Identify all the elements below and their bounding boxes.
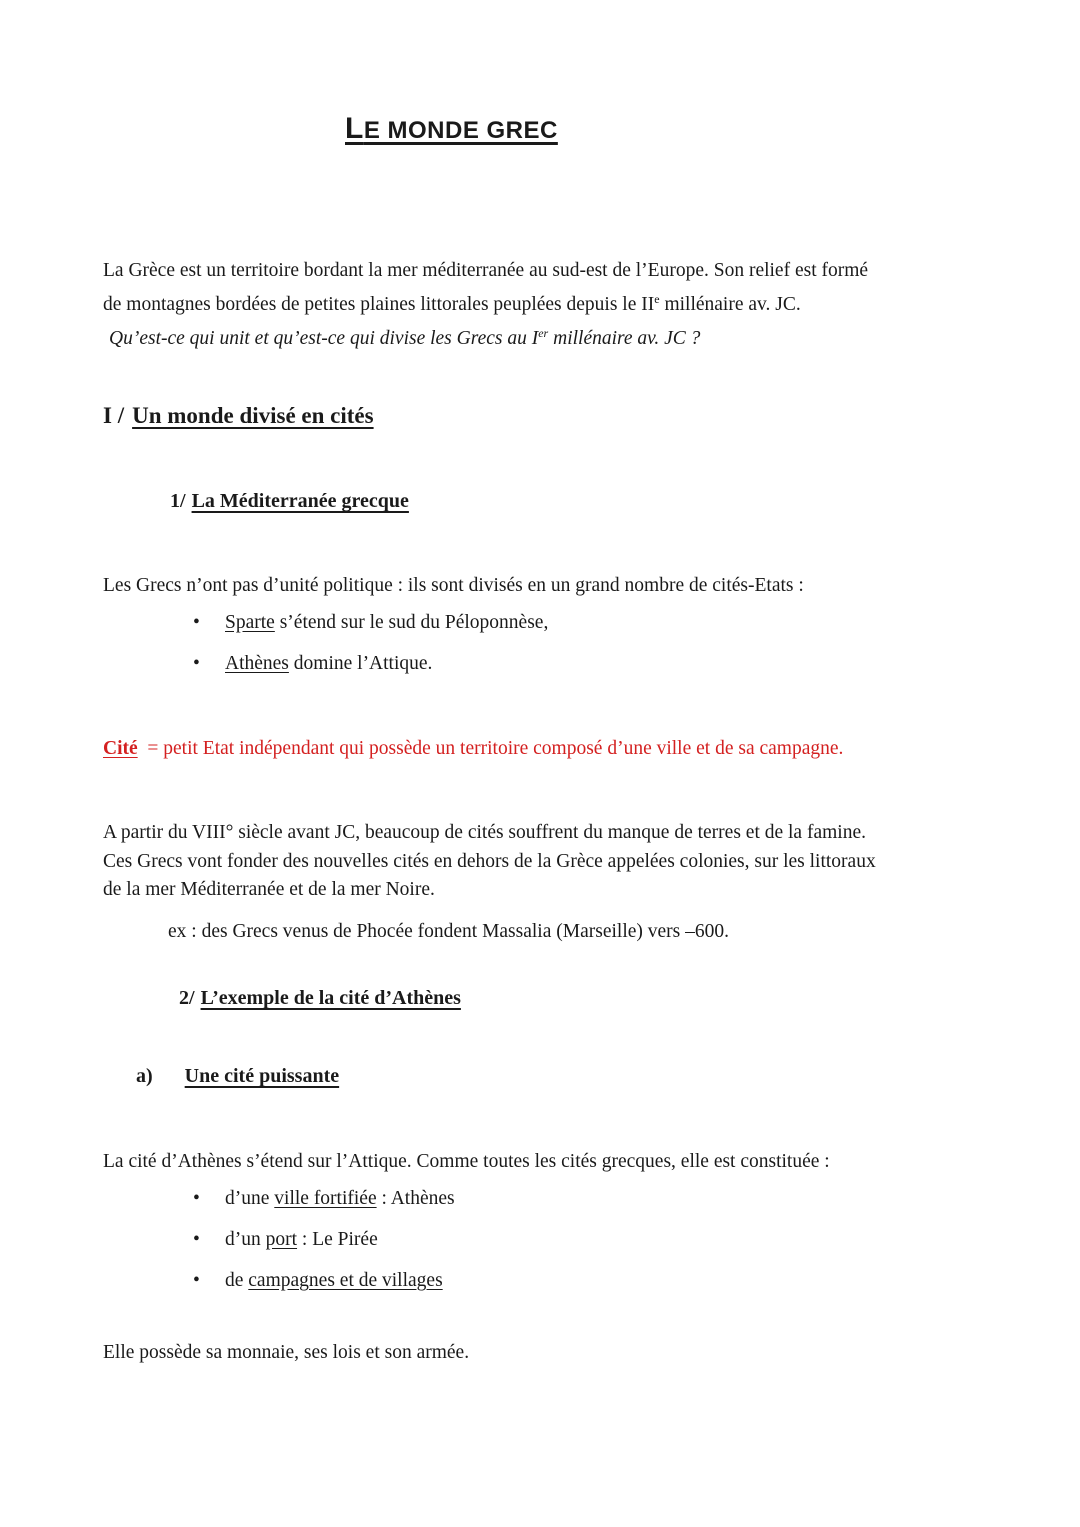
colonies-line-2: Ces Grecs vont fonder des nouvelles cités en dehors de la Grèce appelées colonies, sur les littoraux (103, 851, 876, 872)
list-item-keyword: Athènes (225, 653, 289, 674)
list-item (193, 612, 893, 642)
colonies-example: ex : des Grecs venus de Phocée fondent Massalia (Marseille) vers –600. (168, 921, 729, 942)
title-first-letter: L (345, 112, 364, 145)
section-1-number: I / (103, 403, 125, 428)
list-item-rest: : Le Pirée (297, 1229, 378, 1250)
bullet-icon: • (193, 1229, 200, 1250)
subsection-a-heading (136, 1065, 339, 1088)
bullet-icon: • (193, 1188, 200, 1209)
list-item-prefix: d’une (225, 1188, 275, 1209)
question-text: Qu’est-ce qui unit et qu’est-ce qui divise les Grecs au I (109, 328, 539, 349)
subsection-1-text: Les Grecs n’ont pas d’unité politique : ils sont divisés en un grand nombre de cités-Etats : (103, 575, 804, 596)
bullet-icon: • (193, 653, 200, 674)
colonies-line-1: A partir du VIII° siècle avant JC, beaucoup de cités souffrent du manque de terres et de la famine. (103, 822, 866, 843)
definition-text: = petit Etat indépendant qui possède un territoire composé d’une ville et de sa campagne. (137, 738, 844, 759)
bullet-icon: • (193, 1270, 200, 1291)
list-item (193, 1188, 893, 1218)
list-item (193, 1229, 893, 1259)
list-item-keyword: campagnes et de villages (248, 1270, 443, 1291)
intro-line-2-text: de montagnes bordées de petites plaines littorales peuplées depuis le II (103, 294, 655, 315)
list-item-rest: s’étend sur le sud du Péloponnèse, (274, 612, 549, 633)
bullet-icon: • (193, 612, 200, 633)
intro-line-1: La Grèce est un territoire bordant la mer méditerranée au sud-est de l’Europe. Son relief est formé (103, 260, 869, 281)
section-1-heading (103, 403, 374, 429)
subsection-a-letter: a) (136, 1065, 153, 1087)
definition-cite (103, 738, 843, 760)
question-end: millénaire av. JC ? (548, 328, 701, 349)
subsection-2-title: L’exemple de la cité d’Athènes (200, 987, 461, 1009)
subsection-1-heading (170, 490, 409, 513)
definition-term: Cité (103, 738, 138, 759)
subsection-2-heading (179, 987, 461, 1010)
subsection-a-title: Une cité puissante (184, 1065, 340, 1087)
list-item-keyword: Sparte (225, 612, 275, 633)
colonies-line-3: de la mer Méditerranée et de la mer Noire. (103, 879, 435, 900)
list-item-prefix: de (225, 1270, 249, 1291)
subsection-a-closing: Elle possède sa monnaie, ses lois et son armée. (103, 1342, 470, 1363)
subsection-a-text: La cité d’Athènes s’étend sur l’Attique. Comme toutes les cités grecques, elle est constituée : (103, 1151, 830, 1172)
list-item-rest: : Athènes (376, 1188, 455, 1209)
list-item (193, 653, 893, 683)
intro-line-2-sup: e (654, 292, 660, 306)
question-sup: er (538, 326, 549, 340)
subsection-2-number: 2/ (179, 987, 195, 1009)
list-item-keyword: port (265, 1229, 298, 1250)
list-item (193, 1270, 893, 1300)
title-rest: E MONDE GREC (363, 117, 558, 144)
list-item-text (225, 1229, 378, 1251)
list-item-text (225, 1188, 455, 1210)
list-item-keyword: ville fortifiée (274, 1188, 377, 1209)
list-item-rest: domine l’Attique. (288, 653, 433, 674)
intro-question (109, 322, 700, 356)
subsection-1-title: La Méditerranée grecque (191, 490, 409, 512)
intro-line-2 (103, 288, 801, 322)
subsection-1-number: 1/ (170, 490, 186, 512)
section-1-title: Un monde divisé en cités (132, 403, 374, 428)
page-title (345, 112, 558, 146)
list-item-text (225, 612, 548, 634)
list-item-text (225, 1270, 443, 1292)
list-item-text (225, 653, 432, 675)
intro-line-2-end: millénaire av. JC. (659, 294, 801, 315)
list-item-prefix: d’un (225, 1229, 266, 1250)
